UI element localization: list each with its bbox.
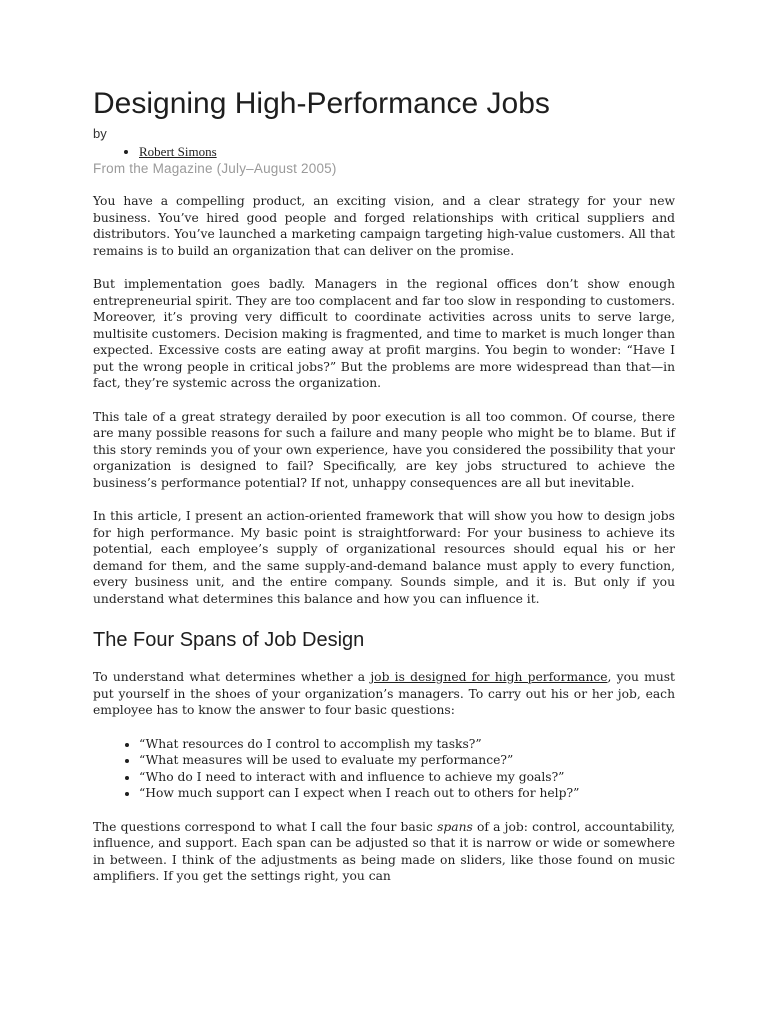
paragraph-4: In this article, I present an action-oriented framework that will show you how to design jobs for high performance. My basic point is straightforward: For your business to achieve its potential, each employee’s supply of organizational resources should equal his or her demand for them, and the same supply-and-demand balance must apply to every function, every business unit, and the entire company. Sounds simple, and it is. But only if you understand what determines this balance and how you can influence it. — [93, 509, 675, 606]
author-list — [93, 144, 675, 159]
questions-list — [93, 736, 675, 802]
closing-paragraph — [93, 819, 675, 885]
spans-emphasis: spans — [437, 819, 473, 834]
paragraph-3: This tale of a great strategy derailed by poor execution is all too common. Of course, there are many possible reasons for such a failure and many people who might be to blame. But if this story reminds you of your own experience, have you considered the possibility that your organization is designed to fail? Specifically, are key jobs structured to achieve the business’s performance potential? If not, unhappy consequences are all but inevitable. — [93, 409, 675, 490]
question-item: • “Who do I need to interact with and influence to achieve my goals?” — [139, 769, 675, 786]
byline-label: by — [93, 126, 107, 141]
paragraph-1: You have a compelling product, an exciting vision, and a clear strategy for your new business. You’ve hired good people and forged relationships with critical suppliers and distributors. You’ve launched a marketing campaign targeting high-value customers. All that remains is to build an organization that can deliver on the promise. — [93, 194, 675, 258]
question-item: • “What measures will be used to evaluate my performance?” — [139, 752, 675, 769]
job-design-link[interactable]: job is designed for high performance — [370, 670, 608, 684]
article-title: Designing High-Performance Jobs — [93, 87, 550, 120]
intro-text-after: , you must put yourself in the shoes of your organization’s managers. To carry out his or her job, each employee has to know the answer to four basic questions: — [93, 670, 675, 717]
section-heading: The Four Spans of Job Design — [93, 629, 365, 651]
closing-text-before: The questions correspond to what I call the four basic — [93, 819, 438, 834]
author-link[interactable]: Robert Simons — [139, 144, 217, 159]
magazine-source: From the Magazine (July–August 2005) — [93, 161, 337, 176]
article — [93, 82, 675, 885]
author-item — [139, 144, 675, 159]
question-item: • “What resources do I control to accomplish my tasks?” — [139, 736, 675, 753]
section-intro — [93, 669, 675, 719]
paragraph-2: But implementation goes badly. Managers in the regional offices don’t show enough entrepreneurial spirit. They are too complacent and far too slow in responding to customers. Moreover, it’s proving very difficult to coordinate activities across units to serve large, multisite customers. Decision making is fragmented, and time to market is much longer than expected. Excessive costs are eating away at profit margins. You begin to wonder: “Have I put the wrong people in critical jobs?” But the problems are more widespread than that—in fact, they’re systemic across the organization. — [93, 277, 675, 390]
closing-text-after: of a job: control, accountability, influence, and support. Each span can be adjusted so that it is narrow or wide or somewhere in between. I think of the adjustments as being made on sliders, like those found on music amplifiers. If you get the settings right, you can — [93, 819, 675, 883]
intro-text-before: To understand what determines whether a — [93, 670, 371, 684]
question-item: • “How much support can I expect when I reach out to others for help?” — [139, 785, 675, 802]
